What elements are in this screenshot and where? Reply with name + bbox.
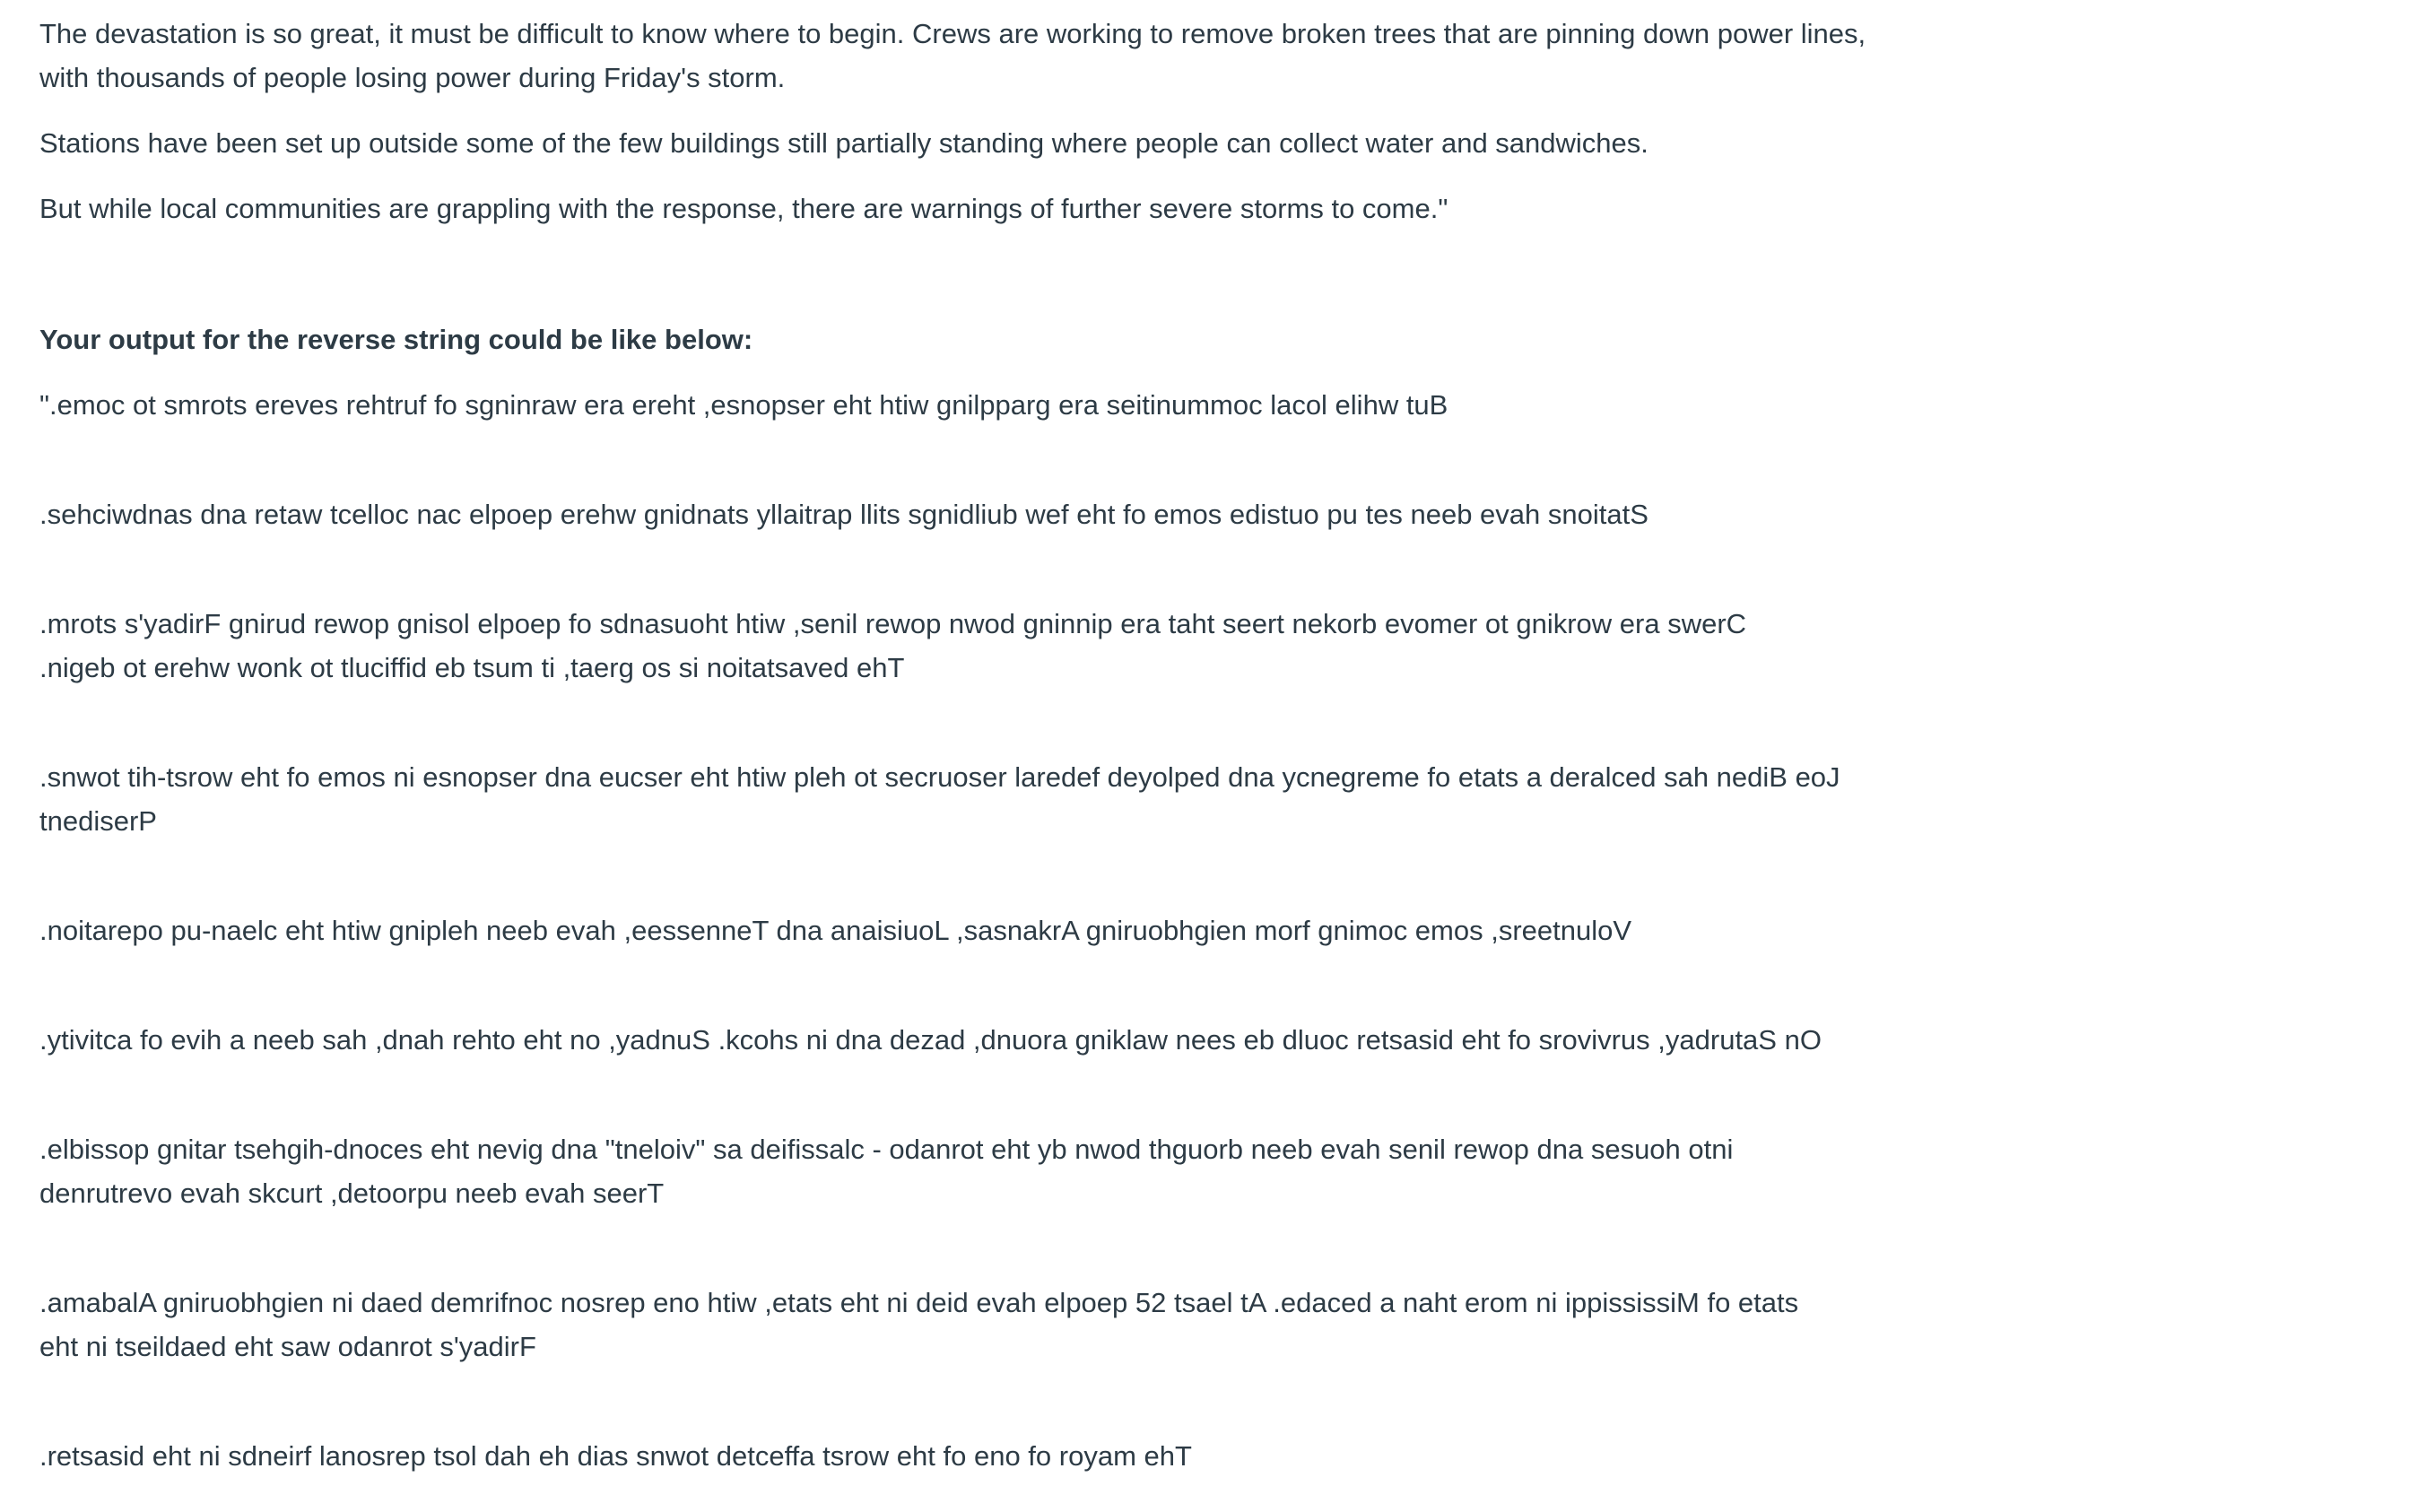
reversed-line: .noitarepo pu-naelc eht htiw gnipleh neeb evah ,eessenneT dna anaisiuoL ,sasnakrA gniruobhgien morf gnimoc emos ,sreetnuloV (39, 915, 1632, 946)
document-body (39, 0, 1905, 1478)
reversed-line: .mrots s'yadirF gnirud rewop gnisol elpoep fo sdnasuoht htiw ,senil rewop nwod gninnip era taht seert nekorb evomer ot gnikrow era swerC .nigeb ot erehw wonk ot tluciffid eb tsum ti ,taerg os si noitatsaved ehT (39, 608, 1747, 683)
article-paragraph-1: The devastation is so great, it must be difficult to know where to begin. Crews are working to remove broken trees that are pinning down power lines, with thousands of people losing power during Friday's storm. (39, 18, 1866, 93)
reversed-line: ".emoc ot smrots ereves rehtruf fo sgninraw era ereht ,esnopser eht htiw gnilpparg era seitinummoc lacol elihw tuB (39, 389, 1448, 421)
reversed-line: .amabalA gniruobhgien ni daed demrifnoc nosrep eno htiw ,etats eht ni deid evah elpoep 52 tsael tA .edaced a naht erom ni ippississiM fo etats eht ni tseildaed eht saw odanrot s'yadirF (39, 1287, 1799, 1362)
reversed-line: .sehciwdnas dna retaw tcelloc nac elpoep erehw gnidnats yllaitrap llits sgnidliub wef eht fo emos edistuo pu tes neeb evah snoitatS (39, 499, 1648, 530)
reversed-line: .ytivitca fo evih a neeb sah ,dnah rehto eht no ,yadnuS .kcohs ni dna dezad ,dnuora gniklaw nees eb dluoc retsasid eht fo srovivrus ,yadrutaS nO (39, 1024, 1822, 1056)
reversed-line: .snwot tih-tsrow eht fo emos ni esnopser dna eucser eht htiw pleh ot secruoser laredef deyolped dna ycnegreme fo etats a deralced sah nediB eoJ tnediserP (39, 761, 1840, 837)
reverse-output-heading: Your output for the reverse string could be like below: (39, 324, 753, 355)
reversed-line: .retsasid eht ni sdneirf lanosrep tsol dah eh dias snwot detceffa tsrow eht fo eno fo royam ehT (39, 1440, 1192, 1472)
reversed-lines-list (39, 383, 1905, 1478)
article-paragraph-2: Stations have been set up outside some of the few buildings still partially standing where people can collect water and sandwiches. (39, 127, 1648, 159)
reversed-line: .elbissop gnitar tsehgih-dnoces eht nevig dna "tneloiv" sa deifissalc - odanrot eht yb nwod thguorb neeb evah senil rewop dna sesuoh otni denrutrevo evah skcurt ,detoorpu neeb evah seerT (39, 1134, 1734, 1209)
article-paragraph-3: But while local communities are grappling with the response, there are warnings of further severe storms to come." (39, 193, 1448, 224)
